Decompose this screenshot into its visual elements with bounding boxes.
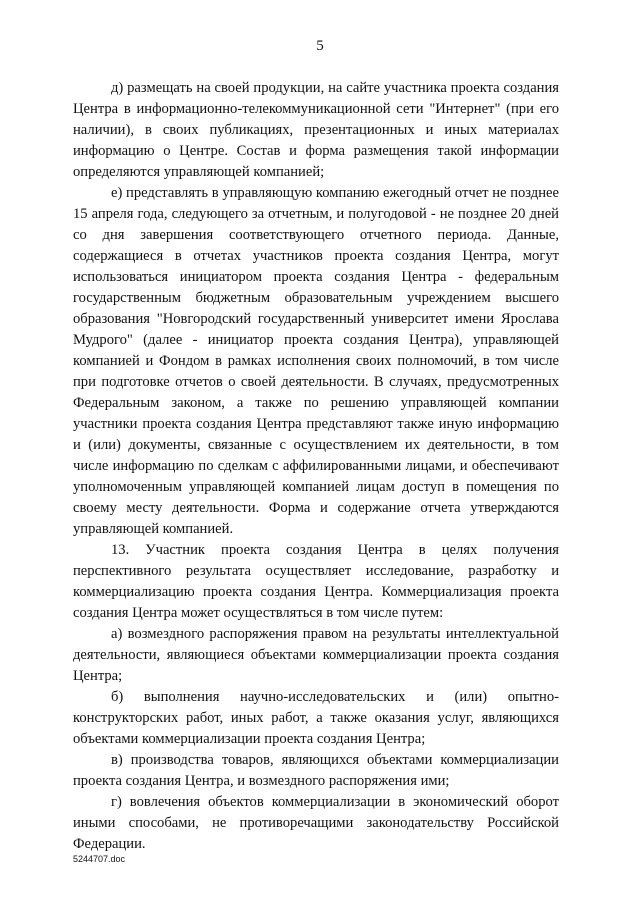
page-number: 5 xyxy=(316,38,324,54)
paragraph-a: а) возмездного распоряжения правом на результаты интеллектуальной деятельности, являющиеся объектами коммерциализации проекта создания Центра; xyxy=(73,626,559,684)
paragraph-v: в) производства товаров, являющихся объектами коммерциализации проекта создания Центра, и возмездного распоряжения ими; xyxy=(73,752,559,789)
document-file-code: 5244707.doc xyxy=(73,854,126,864)
document-body xyxy=(73,78,559,855)
paragraph-g: г) вовлечения объектов коммерциализации в экономический оборот иными способами, не противоречащими законодательству Российской Федерации. xyxy=(73,794,559,852)
paragraph-b: б) выполнения научно-исследовательских и (или) опытно-конструкторских работ, иных работ, а также оказания услуг, являющихся объектами коммерциализации проекта создания Центра; xyxy=(73,689,559,747)
paragraph-13: 13. Участник проекта создания Центра в целях получения перспективного результата осуществляет исследование, разработку и коммерциализацию проекта создания Центра. Коммерциализация проекта создания Центра может осуществляться в том числе путем: xyxy=(73,542,559,621)
paragraph-d: д) размещать на своей продукции, на сайте участника проекта создания Центра в информационно-телекоммуникационной сети "Интернет" (при его наличии), в своих публикациях, презентационных и иных материалах информацию о Центре. Состав и форма размещения такой информации определяются управляющей компанией; xyxy=(73,80,559,180)
paragraph-e: е) представлять в управляющую компанию ежегодный отчет не позднее 15 апреля года, следующего за отчетным, и полугодовой - не позднее 20 дней со дня завершения соответствующего отчетного периода. Данные, содержащиеся в отчетах участников проекта создания Центра, могут использоваться инициатором проекта создания Центра - федеральным государственным бюджетным образовательным учреждением высшего образования "Новгородский государственный университет имени Ярослава Мудрого" (далее - инициатор проекта создания Центра), управляющей компанией и Фондом в рамках исполнения своих полномочий, в том числе при подготовке отчетов о своей деятельности. В случаях, предусмотренных Федеральным законом, а также по решению управляющей компании участники проекта создания Центра представляют также иную информацию и (или) документы, связанные с осуществлением их деятельности, в том числе информацию по сделкам с аффилированными лицами, и обеспечивают уполномоченным управляющей компанией лицам доступ в помещения по своему месту деятельности. Форма и содержание отчета утверждаются управляющей компанией. xyxy=(73,185,559,537)
